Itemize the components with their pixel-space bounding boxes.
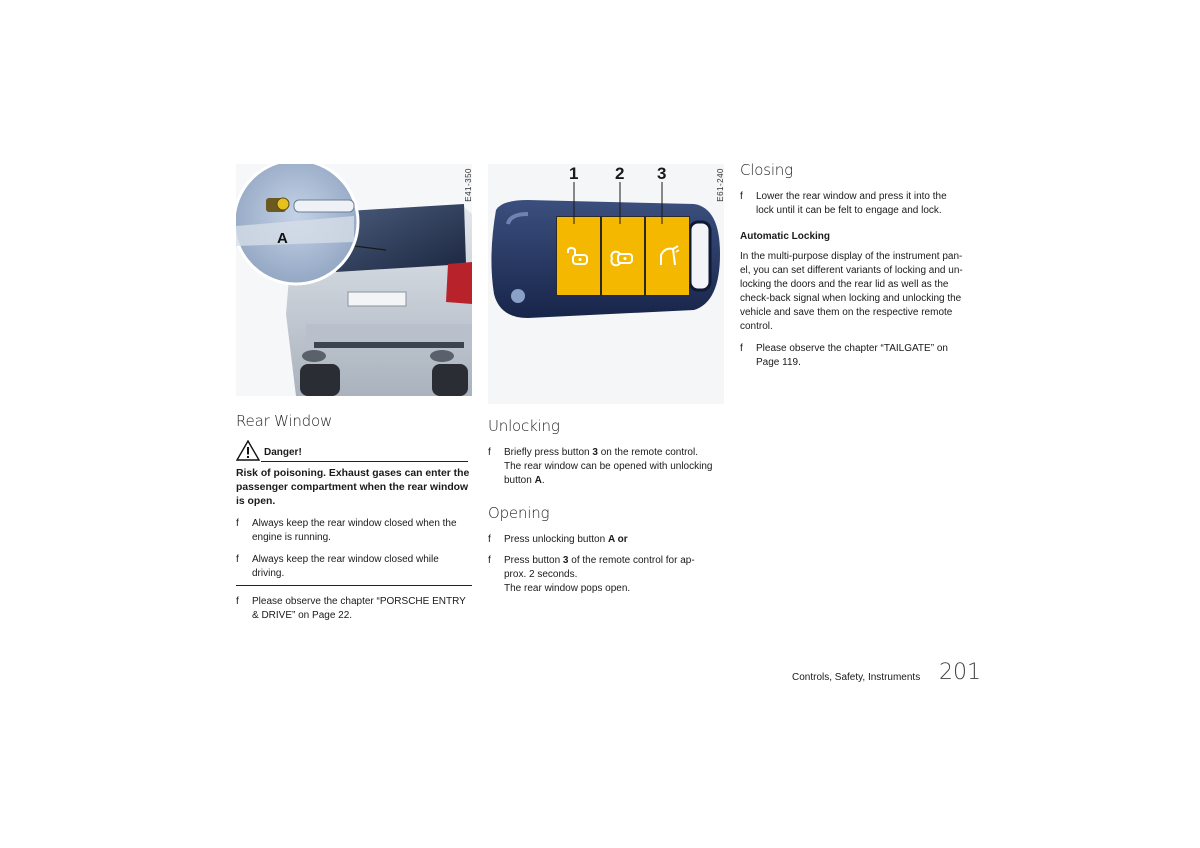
- tailgate-icon: [655, 243, 681, 269]
- heading-automatic-locking: Automatic Locking: [740, 231, 831, 242]
- list-item: f Lower the rear window and press it into the lock until it can be felt to engage and lock.: [740, 191, 947, 216]
- heading-opening: Opening: [488, 504, 550, 522]
- bullet-line: & DRIVE” on Page 22.: [252, 610, 353, 621]
- figure-code-left: E41-350: [464, 168, 473, 202]
- footer-section: Controls, Safety, Instruments: [792, 672, 921, 683]
- danger-label: Danger!: [264, 447, 302, 458]
- list-item: f Please observe the chapter “TAILGATE” on Page 119.: [740, 343, 948, 368]
- bullet-mark: f: [740, 343, 743, 354]
- bullet-mark: f: [488, 534, 491, 545]
- key-button-1: [557, 217, 602, 295]
- figure-remote-key: [488, 164, 724, 404]
- bullet-mark: f: [236, 554, 239, 565]
- bullet-mark: f: [488, 447, 491, 458]
- bullet-line: Always keep the rear window closed when the: [252, 518, 457, 529]
- heading-closing: Closing: [740, 161, 793, 179]
- label-3: 3: [657, 164, 667, 183]
- number-leaders: [488, 164, 724, 224]
- heading-rear-window: Rear Window: [236, 412, 333, 430]
- unlock-icon: [565, 243, 591, 269]
- figure-rear-window-button: [236, 164, 472, 396]
- key-button-2: [602, 217, 647, 295]
- list-item: [236, 517, 476, 545]
- key-button-3: [646, 217, 689, 295]
- automatic-locking-text: In the multi-purpose display of the instrument pan- el, you can set different variants of locking and un- locking the doors and the rear lid as well as the check-back signal when locking and unlocking the vehicle and save them on the respective remote control.: [740, 251, 963, 332]
- bullet-line: Always keep the rear window closed while: [252, 554, 439, 565]
- bullet-line: Please observe the chapter “PORSCHE ENTRY: [252, 596, 466, 607]
- figure-code-right: E61-240: [716, 168, 725, 202]
- label-1: 1: [569, 164, 579, 183]
- label-2: 2: [615, 164, 625, 183]
- danger-header: [236, 440, 469, 462]
- danger-warning: Risk of poisoning. Exhaust gases can enter the passenger compartment when the rear window is open.: [236, 468, 470, 507]
- bullet-mark: f: [488, 555, 491, 566]
- bullet-mark: f: [740, 191, 743, 202]
- danger-rule: [261, 461, 468, 462]
- list-item: f Press unlocking button A or: [488, 534, 628, 545]
- warning-icon: [236, 440, 260, 461]
- bullet-mark: f: [236, 596, 239, 607]
- callout-a: A: [277, 230, 288, 247]
- lock-icon: [610, 243, 636, 269]
- list-item: [236, 595, 476, 623]
- bullet-line: driving.: [252, 568, 285, 579]
- heading-unlocking: Unlocking: [488, 417, 560, 435]
- key-buttons: [556, 216, 690, 296]
- bullet-line: engine is running.: [252, 532, 331, 543]
- list-item: f Briefly press button 3 on the remote control. The rear window can be opened with unlocking button A.: [488, 447, 713, 486]
- list-item: f Press button 3 of the remote control for ap- prox. 2 seconds. The rear window pops open.: [488, 555, 695, 594]
- danger-end-rule: [236, 585, 472, 586]
- list-item: [236, 553, 476, 581]
- page-number: 201: [939, 660, 981, 685]
- car-rear-illustration: [236, 164, 472, 396]
- bullet-mark: f: [236, 518, 239, 529]
